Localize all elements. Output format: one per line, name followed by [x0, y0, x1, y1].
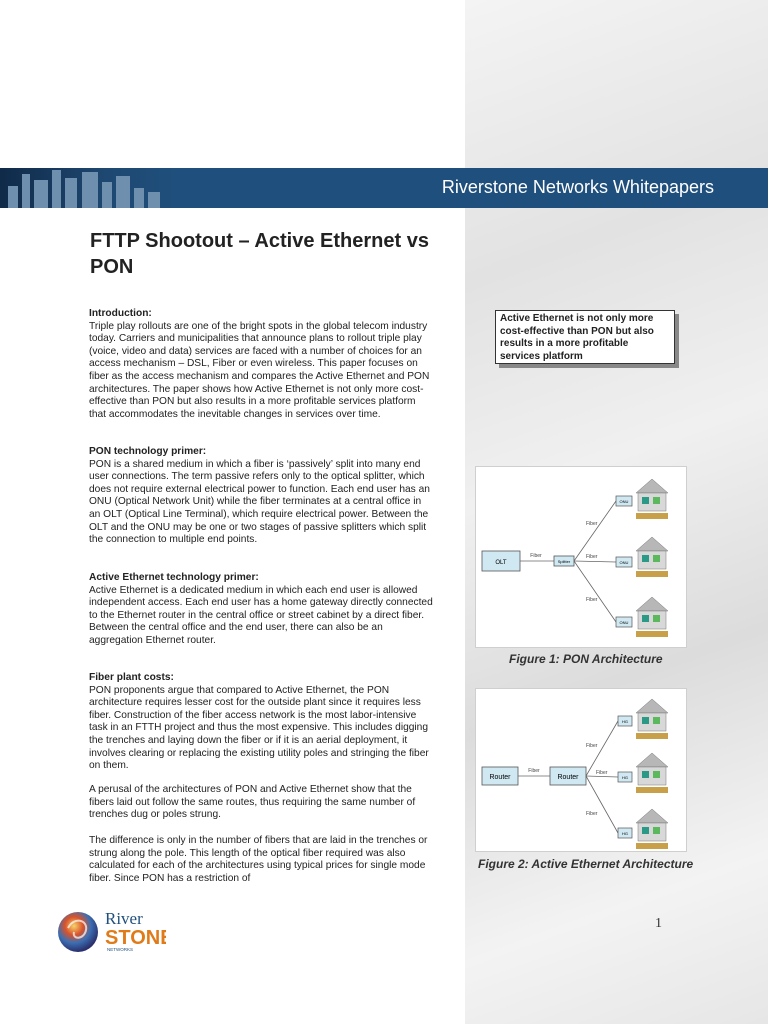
svg-text:HG: HG [622, 775, 628, 780]
fiber-label: Fiber [586, 743, 598, 749]
riverstone-logo-mark [56, 906, 166, 956]
onu-endpoint [616, 537, 668, 577]
section-body: A perusal of the architectures of PON and Active Ethernet show that the fibers laid out follow the same routes, thus requiring the same number of trenches dug or poles strung. [89, 784, 416, 821]
intro-section [89, 308, 434, 421]
logo-text-networks: NETWORKS [107, 947, 134, 952]
section-body: Triple play rollouts are one of the bright spots in the global telecom industry today. Carriers and municipalities that announce plans to rollout triple play (voice, video and data) services are faced with a number of choices for an access mechanism – DSL, Fiber or even wireless. This paper focuses on fiber as the access mechanism and compares the Active Ethernet and PON architectures. The paper shows how Active Ethernet is not only more cost-effective than PON but also results in a more profitable services platform that accommodates the inevitable changes in services over time. [89, 320, 430, 420]
section-heading: Introduction: [89, 308, 152, 319]
home-gateway-endpoint [618, 699, 668, 739]
active-ethernet-diagram [476, 689, 686, 851]
router-label: Router [557, 774, 579, 781]
fiber-label: Fiber [596, 770, 608, 776]
fiber-label: Fiber [586, 521, 598, 527]
fiber-label: Fiber [530, 553, 542, 559]
logo-orb-icon [58, 912, 98, 952]
fiber-label: Fiber [528, 768, 540, 774]
home-gateway-endpoint [618, 753, 668, 793]
pon-diagram [476, 467, 686, 647]
pon-primer-section [89, 446, 434, 547]
fiber-plant-costs-section [89, 672, 434, 773]
section-heading: Active Ethernet technology primer: [89, 572, 259, 583]
svg-text:HG: HG [622, 831, 628, 836]
paragraph [89, 835, 434, 885]
figure-2-caption: Figure 2: Active Ethernet Architecture [478, 857, 694, 871]
fiber-label: Fiber [586, 597, 598, 603]
splitter-label: Splitter [557, 559, 571, 564]
onu-endpoint [616, 597, 668, 637]
home-gateway-endpoint [618, 809, 668, 849]
svg-text:ONU: ONU [619, 499, 629, 504]
fiber-label: Fiber [586, 554, 598, 560]
logo-text-stone: STON [105, 927, 161, 949]
logo-text-river: River [105, 909, 143, 928]
pull-quote-callout: Active Ethernet is not only more cost-effective than PON but also results in a more profitable services platform [495, 310, 675, 364]
fiber-label: Fiber [586, 811, 598, 817]
section-body: The difference is only in the number of fibers that are laid in the trenches or strung along the pole. This length of the optical fiber required was also calculated for each of the architectures using typical prices for single mode fiber. Since PON has a restriction of [89, 835, 428, 884]
figure-active-ethernet-architecture [475, 688, 687, 852]
header-banner [0, 168, 768, 208]
svg-text:ONU: ONU [619, 560, 629, 565]
page-number: 1 [655, 916, 662, 931]
section-body: PON proponents argue that compared to Active Ethernet, the PON architecture requires lesser cost for the outside plant since it requires less fiber. Construction of the fiber access network is the most labor-intensive task in an FTTH project and thus the most expensive. This includes digging the trenches and laying down the fiber or if it is an aerial deployment, it involves clearing or replacing the existing utility poles and stringing the fiber on them. [89, 684, 429, 772]
banner-title: Riverstone Networks Whitepapers [441, 177, 714, 197]
olt-label: OLT [495, 560, 507, 566]
section-body: Active Ethernet is a dedicated medium in which each end user is allowed independent access. Each end user has a home gateway directly connected to the Ethernet router in the central office or street cabinet by a direct fiber. Between the central office and the end user, there can also be an aggregation Ethernet router. [89, 584, 433, 646]
router-label: Router [489, 774, 511, 781]
figure-pon-architecture [475, 466, 687, 648]
riverstone-logo [56, 906, 166, 956]
svg-text:HG: HG [622, 719, 628, 724]
svg-text:ONU: ONU [619, 620, 629, 625]
figure-1-caption: Figure 1: PON Architecture [509, 652, 663, 666]
section-body: PON is a shared medium in which a fiber is ‘passively’ split into many end user connections. The term passive refers only to the optical splitter, which does not require external electrical power to function. Each end user has an ONU (Optical Network Unit) while the fiber terminates at a central office in an OLT (Optical Line Terminal), which require electrical power. Between the OLT and the ONU may be one or two stages of passive splitters which split the connection to multiple end points. [89, 458, 430, 546]
paragraph [89, 784, 434, 822]
active-ethernet-primer-section [89, 572, 434, 648]
document-title: FTTP Shootout – Active Ethernet vs PON [90, 230, 429, 278]
onu-endpoint [616, 479, 668, 519]
city-skyline-image [0, 168, 175, 208]
section-heading: PON technology primer: [89, 446, 207, 457]
section-heading: Fiber plant costs: [89, 672, 174, 683]
